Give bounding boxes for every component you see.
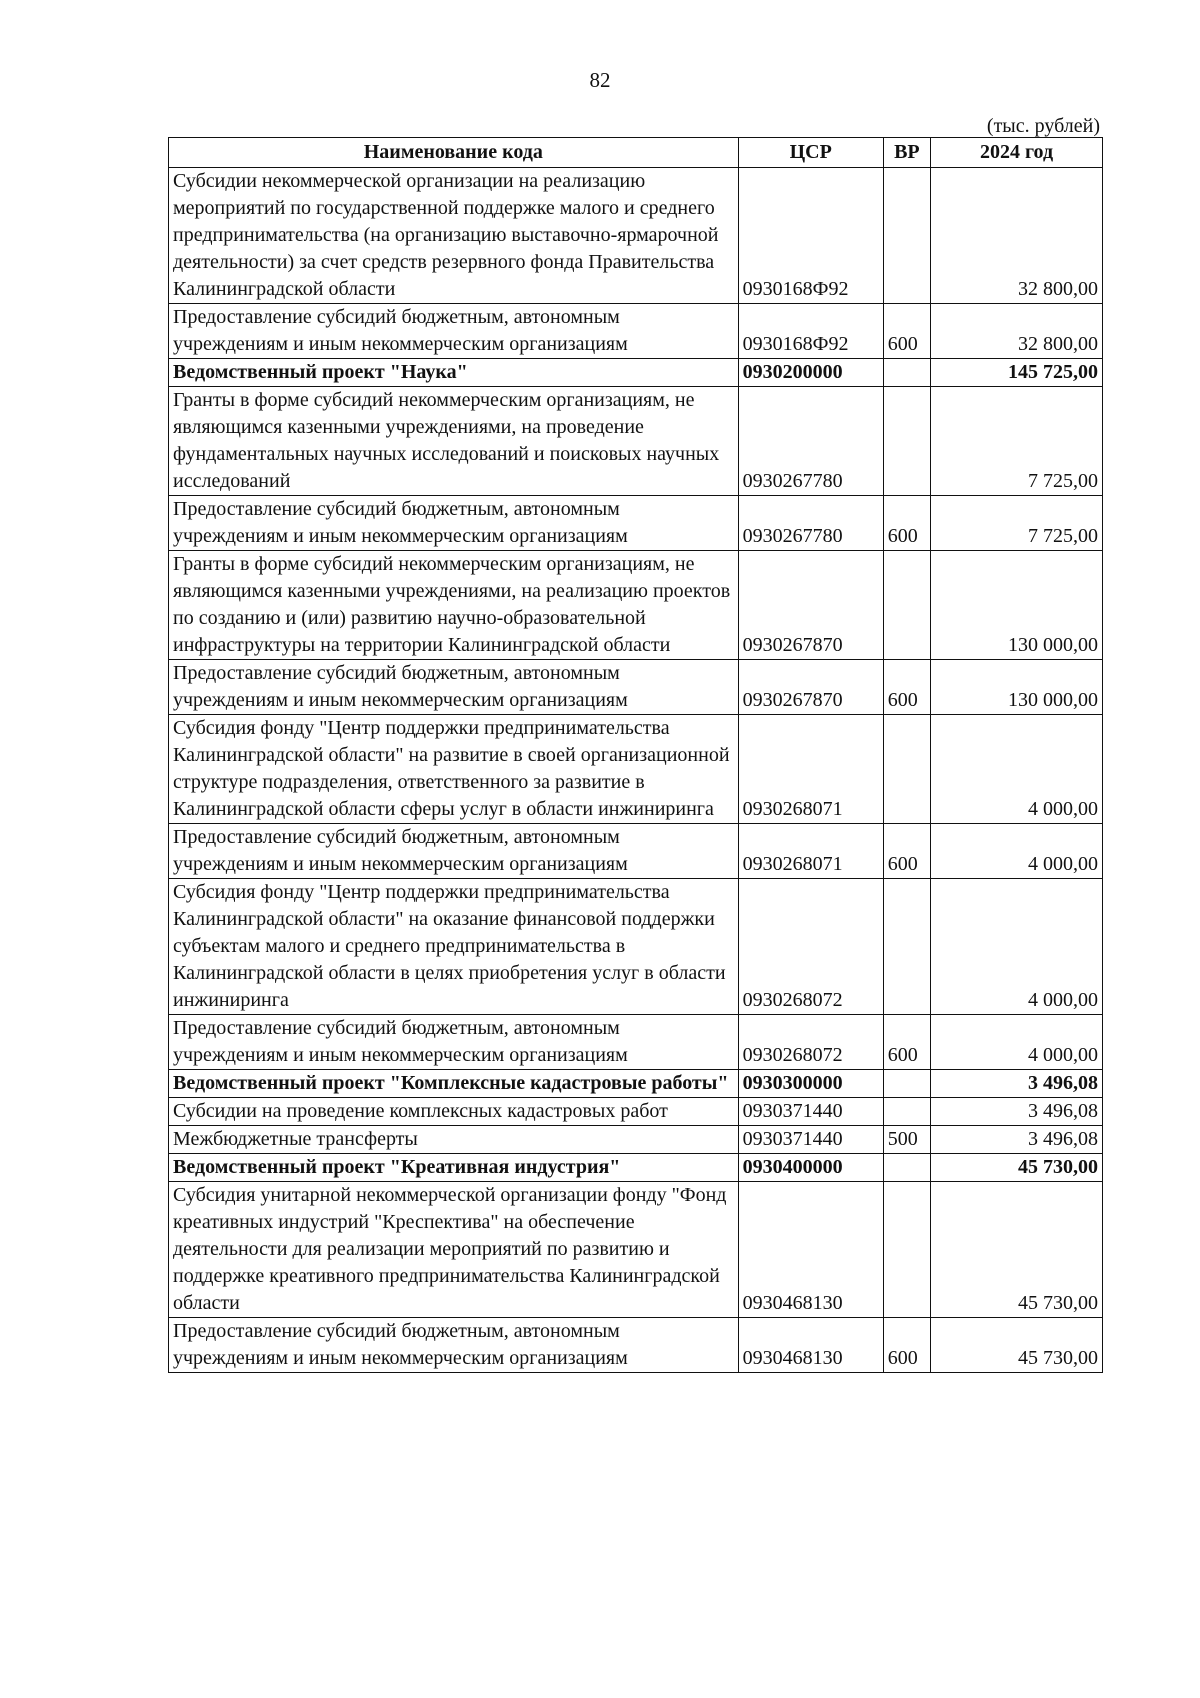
row-csr-cell: 0930268072 (738, 1015, 883, 1070)
row-amount-cell: 4 000,00 (931, 879, 1103, 1015)
table-row (169, 496, 1103, 551)
row-csr-cell: 0930371440 (738, 1098, 883, 1126)
page-number: 82 (589, 68, 611, 92)
table-section-row (169, 359, 1103, 387)
row-name-cell: Предоставление субсидий бюджетным, автономным учреждениям и иным некоммерческим организациям (169, 660, 739, 715)
row-csr-cell: 0930267870 (738, 551, 883, 660)
row-vr-cell (883, 551, 930, 660)
row-name-cell: Предоставление субсидий бюджетным, автономным учреждениям и иным некоммерческим организациям (169, 824, 739, 879)
row-vr-cell (883, 359, 930, 387)
row-amount-cell: 3 496,08 (931, 1126, 1103, 1154)
row-amount-cell: 3 496,08 (931, 1098, 1103, 1126)
row-name-cell: Предоставление субсидий бюджетным, автономным учреждениям и иным некоммерческим организациям (169, 304, 739, 359)
table-body (169, 168, 1103, 1373)
row-name-cell: Субсидия фонду "Центр поддержки предпринимательства Калининградской области" на оказание финансовой поддержки субъектам малого и среднего предпринимательства в Калининградской области в целях приобретения услуг в области инжиниринга (169, 879, 739, 1015)
row-vr-cell (883, 387, 930, 496)
row-amount-cell: 32 800,00 (931, 168, 1103, 304)
row-name-cell: Предоставление субсидий бюджетным, автономным учреждениям и иным некоммерческим организациям (169, 1318, 739, 1373)
row-amount-cell: 7 725,00 (931, 387, 1103, 496)
units-label: (тыс. рублей) (986, 115, 1100, 137)
row-amount-cell: 3 496,08 (931, 1070, 1103, 1098)
table-row (169, 304, 1103, 359)
row-name-cell: Субсидия унитарной некоммерческой организации фонду "Фонд креативных индустрий "Креспектива" на обеспечение деятельности для реализации мероприятий по развитию и поддержке креативного предпринимательства Калининградской области (169, 1182, 739, 1318)
row-csr-cell: 0930268071 (738, 824, 883, 879)
table-header-row (169, 138, 1103, 168)
row-name-cell: Субсидия фонду "Центр поддержки предпринимательства Калининградской области" на развитие в своей организационной структуре подразделения, ответственного за развитие в Калининградской области сферы услуг в области инжиниринга (169, 715, 739, 824)
row-csr-cell: 0930300000 (738, 1070, 883, 1098)
header-name: Наименование кода (169, 138, 739, 168)
row-csr-cell: 0930267780 (738, 496, 883, 551)
row-name-cell: Субсидии на проведение комплексных кадастровых работ (169, 1098, 739, 1126)
row-vr-cell (883, 1098, 930, 1126)
table-row (169, 660, 1103, 715)
row-name-cell: Ведомственный проект "Креативная индустрия" (169, 1154, 739, 1182)
row-csr-cell: 0930200000 (738, 359, 883, 387)
row-csr-cell: 0930168Ф92 (738, 304, 883, 359)
row-amount-cell: 4 000,00 (931, 715, 1103, 824)
row-vr-cell (883, 879, 930, 1015)
row-amount-cell: 45 730,00 (931, 1318, 1103, 1373)
row-vr-cell: 600 (883, 304, 930, 359)
row-vr-cell (883, 715, 930, 824)
header-year: 2024 год (931, 138, 1103, 168)
table-row (169, 824, 1103, 879)
row-amount-cell: 45 730,00 (931, 1182, 1103, 1318)
row-csr-cell: 0930268072 (738, 879, 883, 1015)
table-row (169, 1098, 1103, 1126)
budget-table (168, 137, 1103, 1373)
row-csr-cell: 0930468130 (738, 1318, 883, 1373)
row-name-cell: Гранты в форме субсидий некоммерческим организациям, не являющимся казенными учреждениями, на проведение фундаментальных научных исследований и поисковых научных исследований (169, 387, 739, 496)
table-row (169, 168, 1103, 304)
row-amount-cell: 4 000,00 (931, 824, 1103, 879)
row-name-cell: Предоставление субсидий бюджетным, автономным учреждениям и иным некоммерческим организациям (169, 496, 739, 551)
table-row (169, 715, 1103, 824)
row-vr-cell (883, 1182, 930, 1318)
row-amount-cell: 130 000,00 (931, 660, 1103, 715)
row-amount-cell: 4 000,00 (931, 1015, 1103, 1070)
row-name-cell: Ведомственный проект "Наука" (169, 359, 739, 387)
row-csr-cell: 0930468130 (738, 1182, 883, 1318)
row-csr-cell: 0930371440 (738, 1126, 883, 1154)
table-row (169, 1015, 1103, 1070)
row-csr-cell: 0930268071 (738, 715, 883, 824)
row-vr-cell: 600 (883, 660, 930, 715)
table-row (169, 1318, 1103, 1373)
row-vr-cell: 600 (883, 496, 930, 551)
row-amount-cell: 45 730,00 (931, 1154, 1103, 1182)
row-csr-cell: 0930267780 (738, 387, 883, 496)
table-row (169, 879, 1103, 1015)
table-row (169, 387, 1103, 496)
table-row (169, 1182, 1103, 1318)
row-name-cell: Субсидии некоммерческой организации на реализацию мероприятий по государственной поддержке малого и среднего предпринимательства (на организацию выставочно-ярмарочной деятельности) за счет средств резервного фонда Правительства Калининградской области (169, 168, 739, 304)
header-csr: ЦСР (738, 138, 883, 168)
header-vr: ВР (883, 138, 930, 168)
row-name-cell: Межбюджетные трансферты (169, 1126, 739, 1154)
row-amount-cell: 7 725,00 (931, 496, 1103, 551)
row-amount-cell: 145 725,00 (931, 359, 1103, 387)
row-vr-cell (883, 1154, 930, 1182)
row-name-cell: Предоставление субсидий бюджетным, автономным учреждениям и иным некоммерческим организациям (169, 1015, 739, 1070)
table-section-row (169, 1154, 1103, 1182)
row-name-cell: Гранты в форме субсидий некоммерческим организациям, не являющимся казенными учреждениями, на реализацию проектов по созданию и (или) развитию научно-образовательной инфраструктуры на территории Калининградской области (169, 551, 739, 660)
row-vr-cell (883, 168, 930, 304)
table-row (169, 1126, 1103, 1154)
table-section-row (169, 1070, 1103, 1098)
row-csr-cell: 0930168Ф92 (738, 168, 883, 304)
row-csr-cell: 0930267870 (738, 660, 883, 715)
row-vr-cell: 500 (883, 1126, 930, 1154)
row-csr-cell: 0930400000 (738, 1154, 883, 1182)
row-amount-cell: 130 000,00 (931, 551, 1103, 660)
row-vr-cell: 600 (883, 1318, 930, 1373)
row-name-cell: Ведомственный проект "Комплексные кадастровые работы" (169, 1070, 739, 1098)
table-row (169, 551, 1103, 660)
row-amount-cell: 32 800,00 (931, 304, 1103, 359)
row-vr-cell: 600 (883, 824, 930, 879)
row-vr-cell (883, 1070, 930, 1098)
row-vr-cell: 600 (883, 1015, 930, 1070)
